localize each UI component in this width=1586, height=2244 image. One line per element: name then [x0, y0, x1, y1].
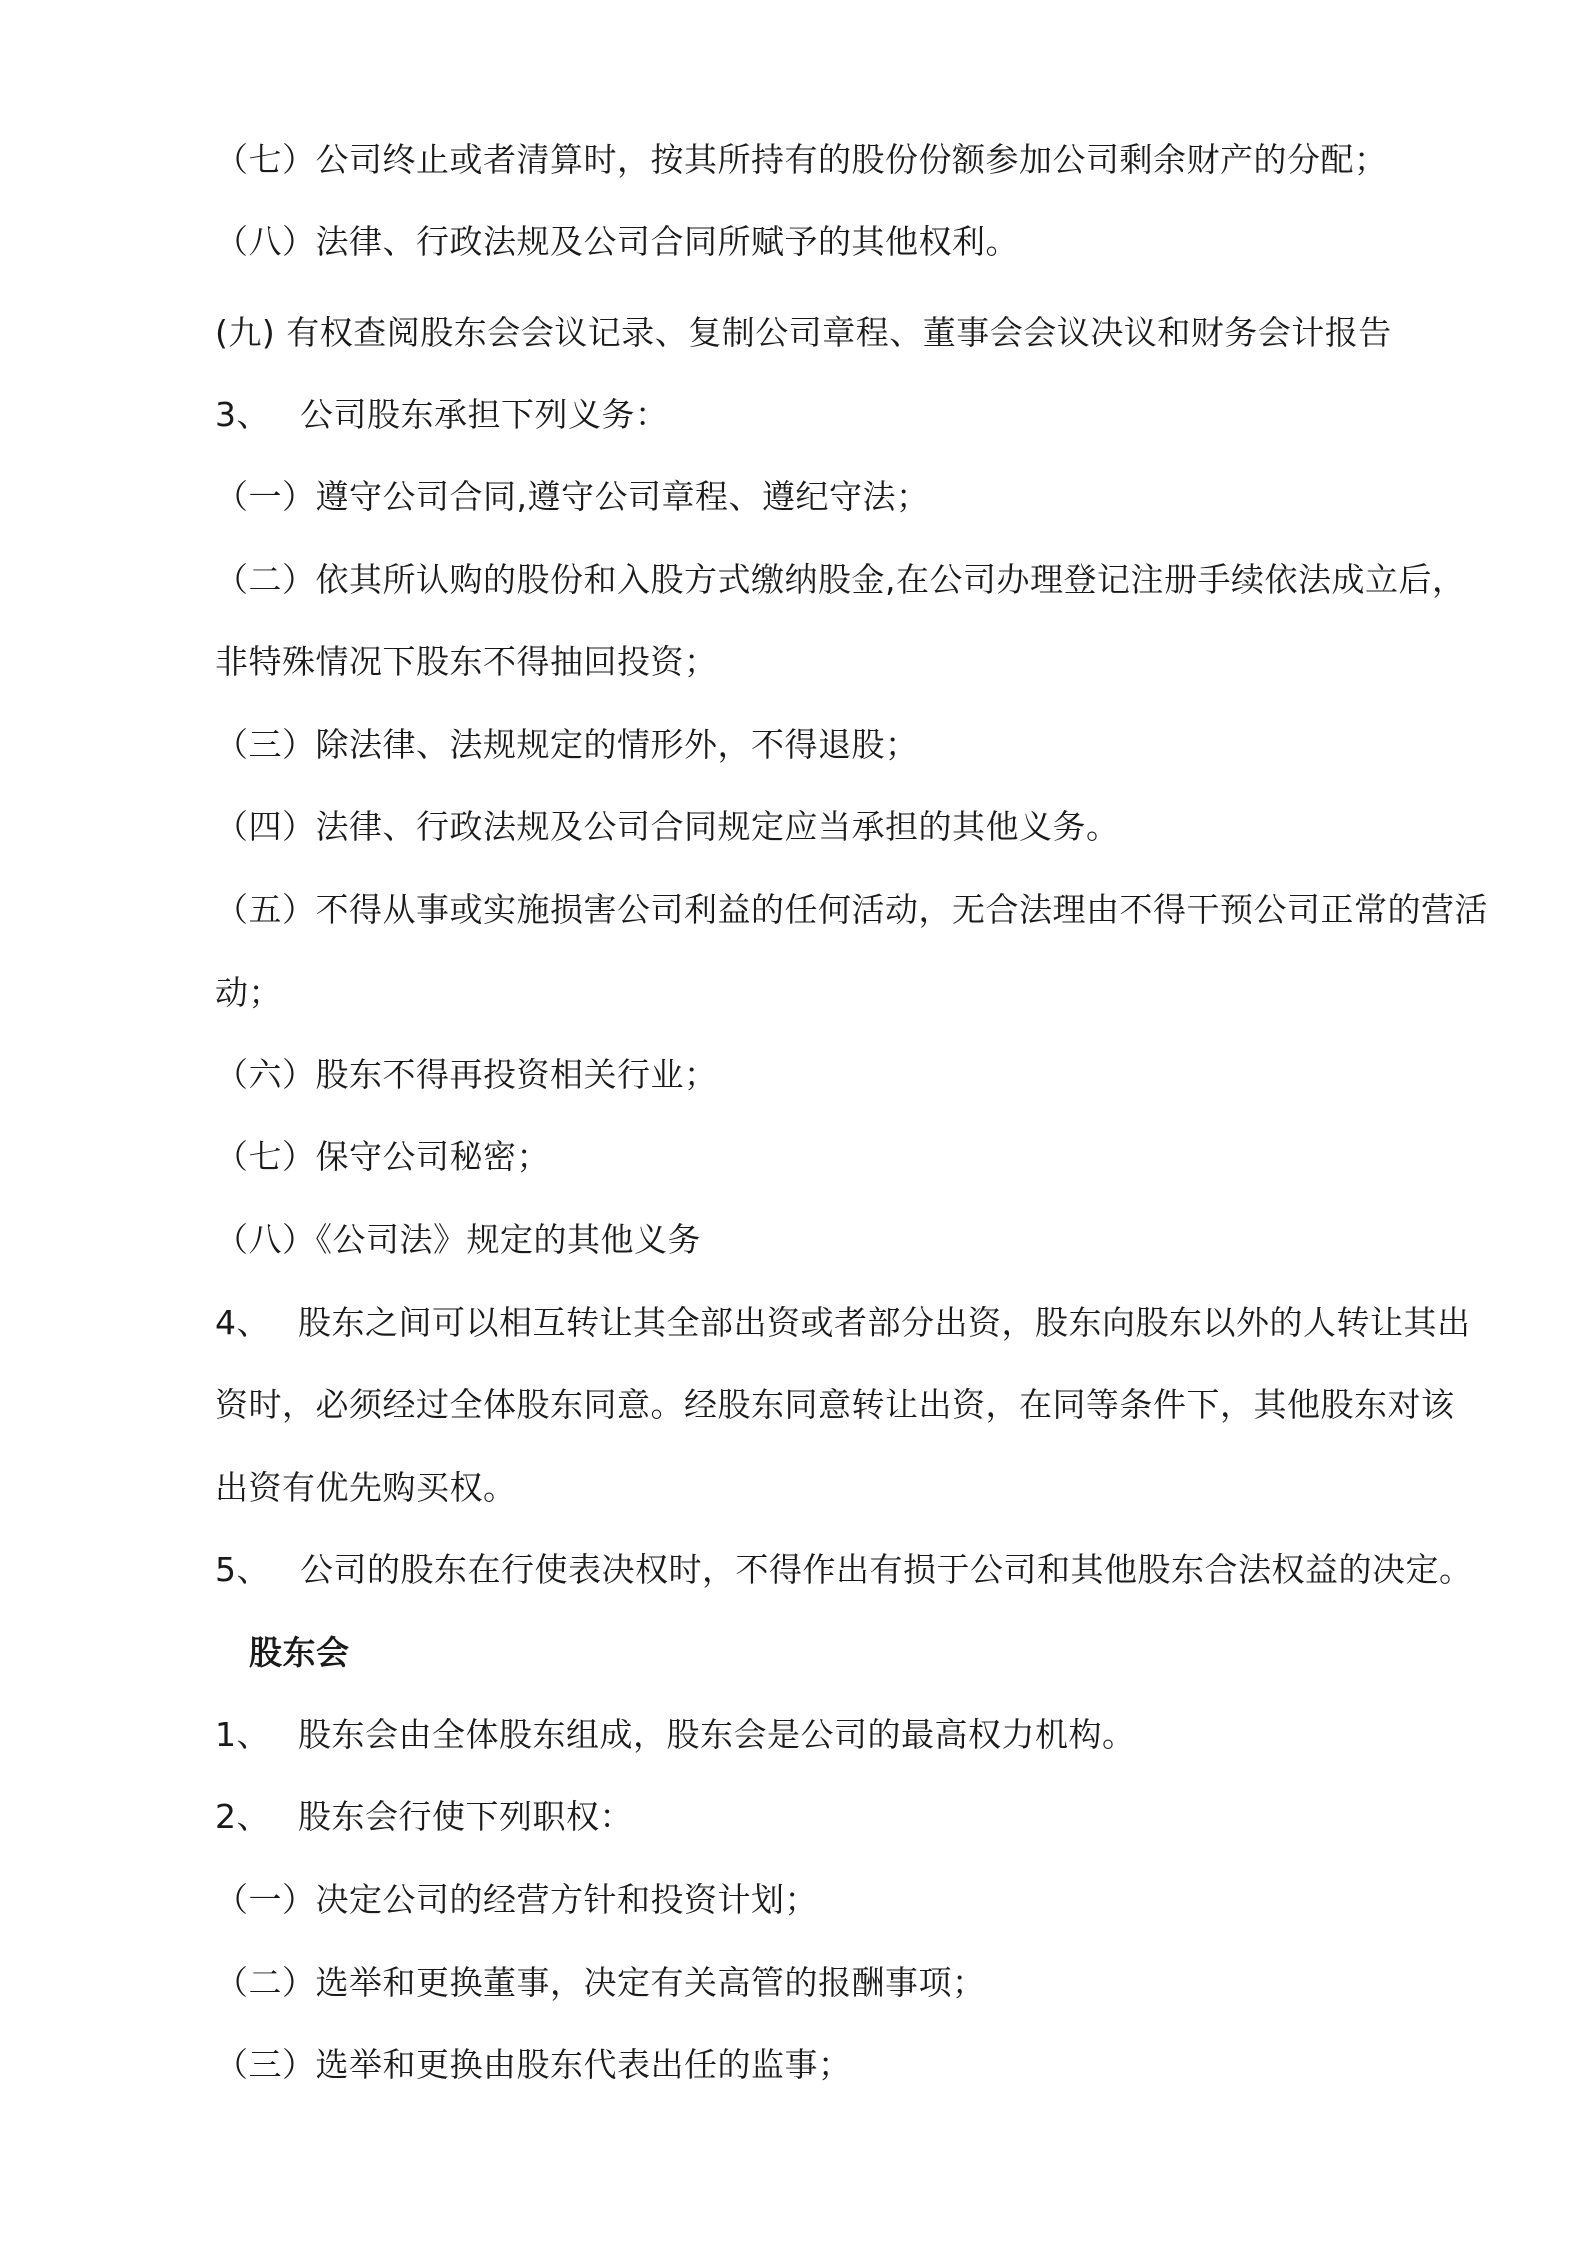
- section-heading: 股东会: [249, 1633, 350, 1672]
- paragraph-line: (九) 有权查阅股东会会议记录、复制公司章程、董事会会议决议和财务会计报告: [215, 313, 1392, 352]
- paragraph-line: 2、 股东会行使下列职权：: [215, 1797, 633, 1836]
- paragraph-line: （八）《公司法》规定的其他义务: [215, 1220, 701, 1259]
- paragraph-line: 5、 公司的股东在行使表决权时，不得作出有损于公司和其他股东合法权益的决定。: [215, 1550, 1473, 1589]
- paragraph-line: （一）遵守公司合同,遵守公司章程、遵纪守法；: [215, 477, 930, 516]
- paragraph-line: 动；: [215, 973, 282, 1012]
- paragraph-line: 出资有优先购买权。: [215, 1468, 517, 1507]
- paragraph-line: （一）决定公司的经营方针和投资计划；: [215, 1880, 818, 1919]
- paragraph-line: （八）法律、行政法规及公司合同所赋予的其他权利。: [215, 222, 1019, 261]
- paragraph-line: 3、 公司股东承担下列义务：: [215, 395, 669, 434]
- paragraph-line: （五）不得从事或实施损害公司利益的任何活动，无合法理由不得干预公司正常的营活: [215, 890, 1488, 929]
- paragraph-line: （六）股东不得再投资相关行业；: [215, 1055, 718, 1094]
- paragraph-line: （三）选举和更换由股东代表出任的监事；: [215, 2045, 852, 2084]
- paragraph-line: （七）公司终止或者清算时，按其所持有的股份份额参加公司剩余财产的分配；: [215, 140, 1388, 179]
- paragraph-line: （二）依其所认购的股份和入股方式缴纳股金,在公司办理登记注册手续依法成立后，: [215, 560, 1466, 599]
- paragraph-line: 1、 股东会由全体股东组成，股东会是公司的最高权力机构。: [215, 1715, 1136, 1754]
- paragraph-line: 4、 股东之间可以相互转让其全部出资或者部分出资，股东向股东以外的人转让其出: [215, 1303, 1471, 1342]
- paragraph-line: 非特殊情况下股东不得抽回投资；: [215, 642, 718, 681]
- paragraph-line: 资时，必须经过全体股东同意。经股东同意转让出资，在同等条件下，其他股东对该: [215, 1385, 1455, 1424]
- paragraph-line: （四）法律、行政法规及公司合同规定应当承担的其他义务。: [215, 807, 1120, 846]
- paragraph-line: （七）保守公司秘密；: [215, 1137, 550, 1176]
- paragraph-line: （三）除法律、法规规定的情形外，不得退股；: [215, 725, 919, 764]
- paragraph-line: （二）选举和更换董事，决定有关高管的报酬事项；: [215, 1963, 986, 2002]
